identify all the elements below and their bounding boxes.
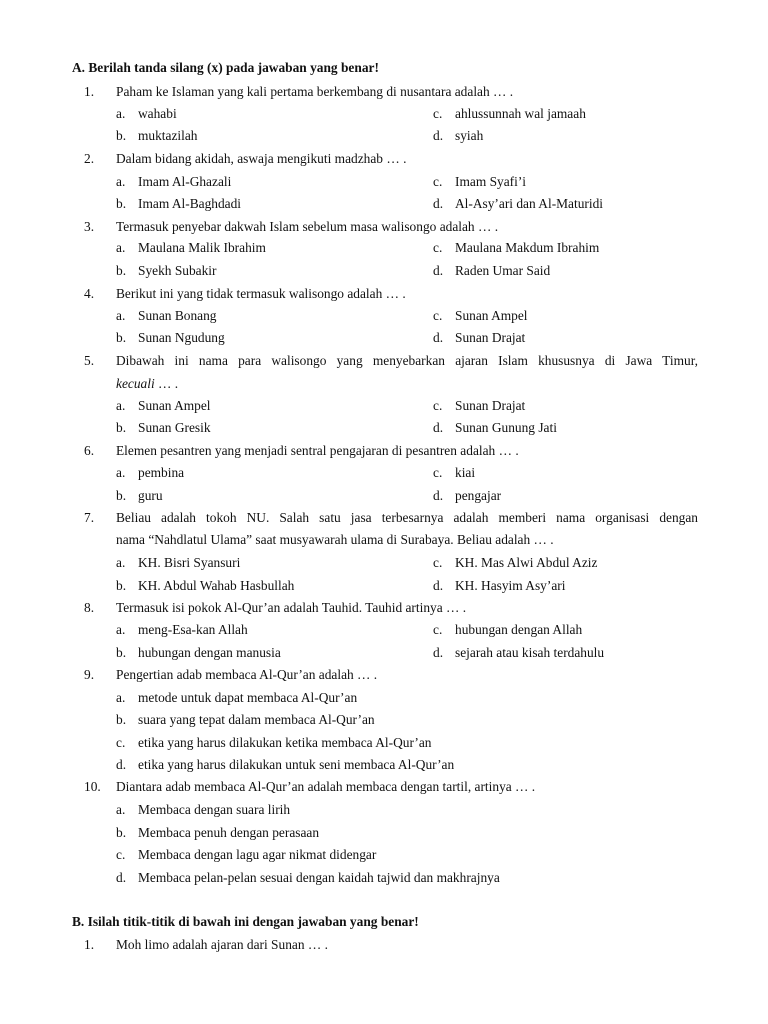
question-7-number: 7. (84, 510, 95, 525)
question-5-text-line-1: Dibawah ini nama para walisongo yang menyebarkan ajaran Islam khususnya di Jawa Timur, (116, 353, 698, 368)
q1-option-c-text: ahlussunnah wal jamaah (455, 106, 586, 121)
q4-option-b-letter: b. (116, 330, 127, 345)
q8-option-c-text: hubungan dengan Allah (455, 622, 583, 637)
question-8-number: 8. (84, 600, 95, 615)
q8-option-c-letter: c. (433, 622, 443, 637)
q4-option-b-text: Sunan Ngudung (138, 330, 225, 345)
question-5-ellipsis: … . (154, 376, 179, 391)
q9-option-c-text: etika yang harus dilakukan ketika membaca Al-Qur’an (138, 735, 432, 750)
question-9-number: 9. (84, 667, 95, 682)
q9-option-a-text: metode untuk dapat membaca Al-Qur’an (138, 690, 358, 705)
q8-option-d-text: sejarah atau kisah terdahulu (455, 645, 605, 660)
question-2-number: 2. (84, 151, 95, 166)
q7-option-b-letter: b. (116, 578, 127, 593)
q6-option-a-letter: a. (116, 465, 126, 480)
q3-option-a-letter: a. (116, 240, 126, 255)
question-7-text-line-2: nama “Nahdlatul Ulama” saat musyawarah ulama di Surabaya. Beliau adalah … . (116, 532, 554, 547)
question-6-text: Elemen pesantren yang menjadi sentral pengajaran di pesantren adalah … . (116, 443, 519, 458)
q5-option-b-text: Sunan Gresik (138, 420, 211, 435)
question-3-text: Termasuk penyebar dakwah Islam sebelum masa walisongo adalah … . (116, 219, 499, 234)
q10-option-a-text: Membaca dengan suara lirih (138, 802, 291, 817)
question-1-number: 1. (84, 84, 95, 99)
q4-option-d-letter: d. (433, 330, 444, 345)
q10-option-d-letter: d. (116, 870, 127, 885)
q2-option-c-text: Imam Syafi’i (455, 174, 527, 189)
q6-option-d-letter: d. (433, 488, 444, 503)
q5-option-b-letter: b. (116, 420, 127, 435)
q10-option-a-letter: a. (116, 802, 126, 817)
question-3-number: 3. (84, 219, 95, 234)
q1-option-b-letter: b. (116, 128, 127, 143)
q10-option-b-letter: b. (116, 825, 127, 840)
q10-option-c-text: Membaca dengan lagu agar nikmat didengar (138, 847, 377, 862)
question-5-text-line-2 (116, 376, 698, 392)
q4-option-a-letter: a. (116, 308, 126, 323)
q7-option-c-text: KH. Mas Alwi Abdul Aziz (455, 555, 598, 570)
q2-option-c-letter: c. (433, 174, 443, 189)
q7-option-a-text: KH. Bisri Syansuri (138, 555, 241, 570)
question-6-number: 6. (84, 443, 95, 458)
question-7-text-line-1: Beliau adalah tokoh NU. Salah satu jasa terbesarnya adalah memberi nama organisasi dengan (116, 510, 698, 525)
q8-option-b-text: hubungan dengan manusia (138, 645, 281, 660)
q10-option-d-text: Membaca pelan-pelan sesuai dengan kaidah tajwid dan makhrajnya (138, 870, 500, 885)
q6-option-b-text: guru (138, 488, 163, 503)
q6-option-c-letter: c. (433, 465, 443, 480)
q1-option-d-text: syiah (455, 128, 484, 143)
q9-option-b-text: suara yang tepat dalam membaca Al-Qur’an (138, 712, 375, 727)
question-10-number: 10. (84, 779, 101, 794)
q9-option-d-text: etika yang harus dilakukan untuk seni membaca Al-Qur’an (138, 757, 455, 772)
question-8-text: Termasuk isi pokok Al-Qur’an adalah Tauhid. Tauhid artinya … . (116, 600, 467, 615)
section-a-heading: A. Berilah tanda silang (x) pada jawaban yang benar! (72, 60, 379, 75)
q1-option-c-letter: c. (433, 106, 443, 121)
q4-option-a-text: Sunan Bonang (138, 308, 217, 323)
q4-option-c-letter: c. (433, 308, 443, 323)
q5-option-d-letter: d. (433, 420, 444, 435)
q3-option-c-text: Maulana Makdum Ibrahim (455, 240, 600, 255)
q7-option-b-text: KH. Abdul Wahab Hasbullah (138, 578, 295, 593)
q3-option-d-letter: d. (433, 263, 444, 278)
q1-option-a-letter: a. (116, 106, 126, 121)
q9-option-a-letter: a. (116, 690, 126, 705)
q4-option-d-text: Sunan Drajat (455, 330, 526, 345)
q3-option-a-text: Maulana Malik Ibrahim (138, 240, 266, 255)
q2-option-b-letter: b. (116, 196, 127, 211)
q1-option-d-letter: d. (433, 128, 444, 143)
q6-option-c-text: kiai (455, 465, 476, 480)
q3-option-c-letter: c. (433, 240, 443, 255)
q4-option-c-text: Sunan Ampel (455, 308, 528, 323)
question-5-number: 5. (84, 353, 95, 368)
q10-option-b-text: Membaca penuh dengan perasaan (138, 825, 320, 840)
section-b-question-1-text: Moh limo adalah ajaran dari Sunan … . (116, 937, 328, 952)
q9-option-b-letter: b. (116, 712, 127, 727)
q8-option-b-letter: b. (116, 645, 127, 660)
question-10-text: Diantara adab membaca Al-Qur’an adalah membaca dengan tartil, artinya … . (116, 779, 536, 794)
q7-option-c-letter: c. (433, 555, 443, 570)
q1-option-b-text: muktazilah (138, 128, 198, 143)
q2-option-d-letter: d. (433, 196, 444, 211)
q3-option-b-letter: b. (116, 263, 127, 278)
q5-option-c-letter: c. (433, 398, 443, 413)
question-5-exception-word: kecuali (116, 376, 155, 391)
q5-option-a-text: Sunan Ampel (138, 398, 211, 413)
question-4-number: 4. (84, 286, 95, 301)
q7-option-a-letter: a. (116, 555, 126, 570)
q7-option-d-text: KH. Hasyim Asy’ari (455, 578, 566, 593)
q9-option-d-letter: d. (116, 757, 127, 772)
q2-option-d-text: Al-Asy’ari dan Al-Maturidi (455, 196, 604, 211)
q8-option-a-letter: a. (116, 622, 126, 637)
q8-option-a-text: meng-Esa-kan Allah (138, 622, 248, 637)
q6-option-d-text: pengajar (455, 488, 502, 503)
q5-option-d-text: Sunan Gunung Jati (455, 420, 557, 435)
q10-option-c-letter: c. (116, 847, 126, 862)
q9-option-c-letter: c. (116, 735, 126, 750)
section-b-question-1-number: 1. (84, 937, 95, 952)
q3-option-d-text: Raden Umar Said (455, 263, 551, 278)
q2-option-b-text: Imam Al-Baghdadi (138, 196, 242, 211)
question-1-text: Paham ke Islaman yang kali pertama berkembang di nusantara adalah … . (116, 84, 514, 99)
q5-option-c-text: Sunan Drajat (455, 398, 526, 413)
q2-option-a-text: Imam Al-Ghazali (138, 174, 232, 189)
q6-option-b-letter: b. (116, 488, 127, 503)
section-b-heading: B. Isilah titik-titik di bawah ini dengan jawaban yang benar! (72, 914, 419, 929)
q5-option-a-letter: a. (116, 398, 126, 413)
q6-option-a-text: pembina (138, 465, 185, 480)
q7-option-d-letter: d. (433, 578, 444, 593)
question-2-text: Dalam bidang akidah, aswaja mengikuti madzhab … . (116, 151, 407, 166)
q8-option-d-letter: d. (433, 645, 444, 660)
q3-option-b-text: Syekh Subakir (138, 263, 217, 278)
q2-option-a-letter: a. (116, 174, 126, 189)
question-9-text: Pengertian adab membaca Al-Qur’an adalah … . (116, 667, 378, 682)
q1-option-a-text: wahabi (138, 106, 177, 121)
question-4-text: Berikut ini yang tidak termasuk walisongo adalah … . (116, 286, 406, 301)
